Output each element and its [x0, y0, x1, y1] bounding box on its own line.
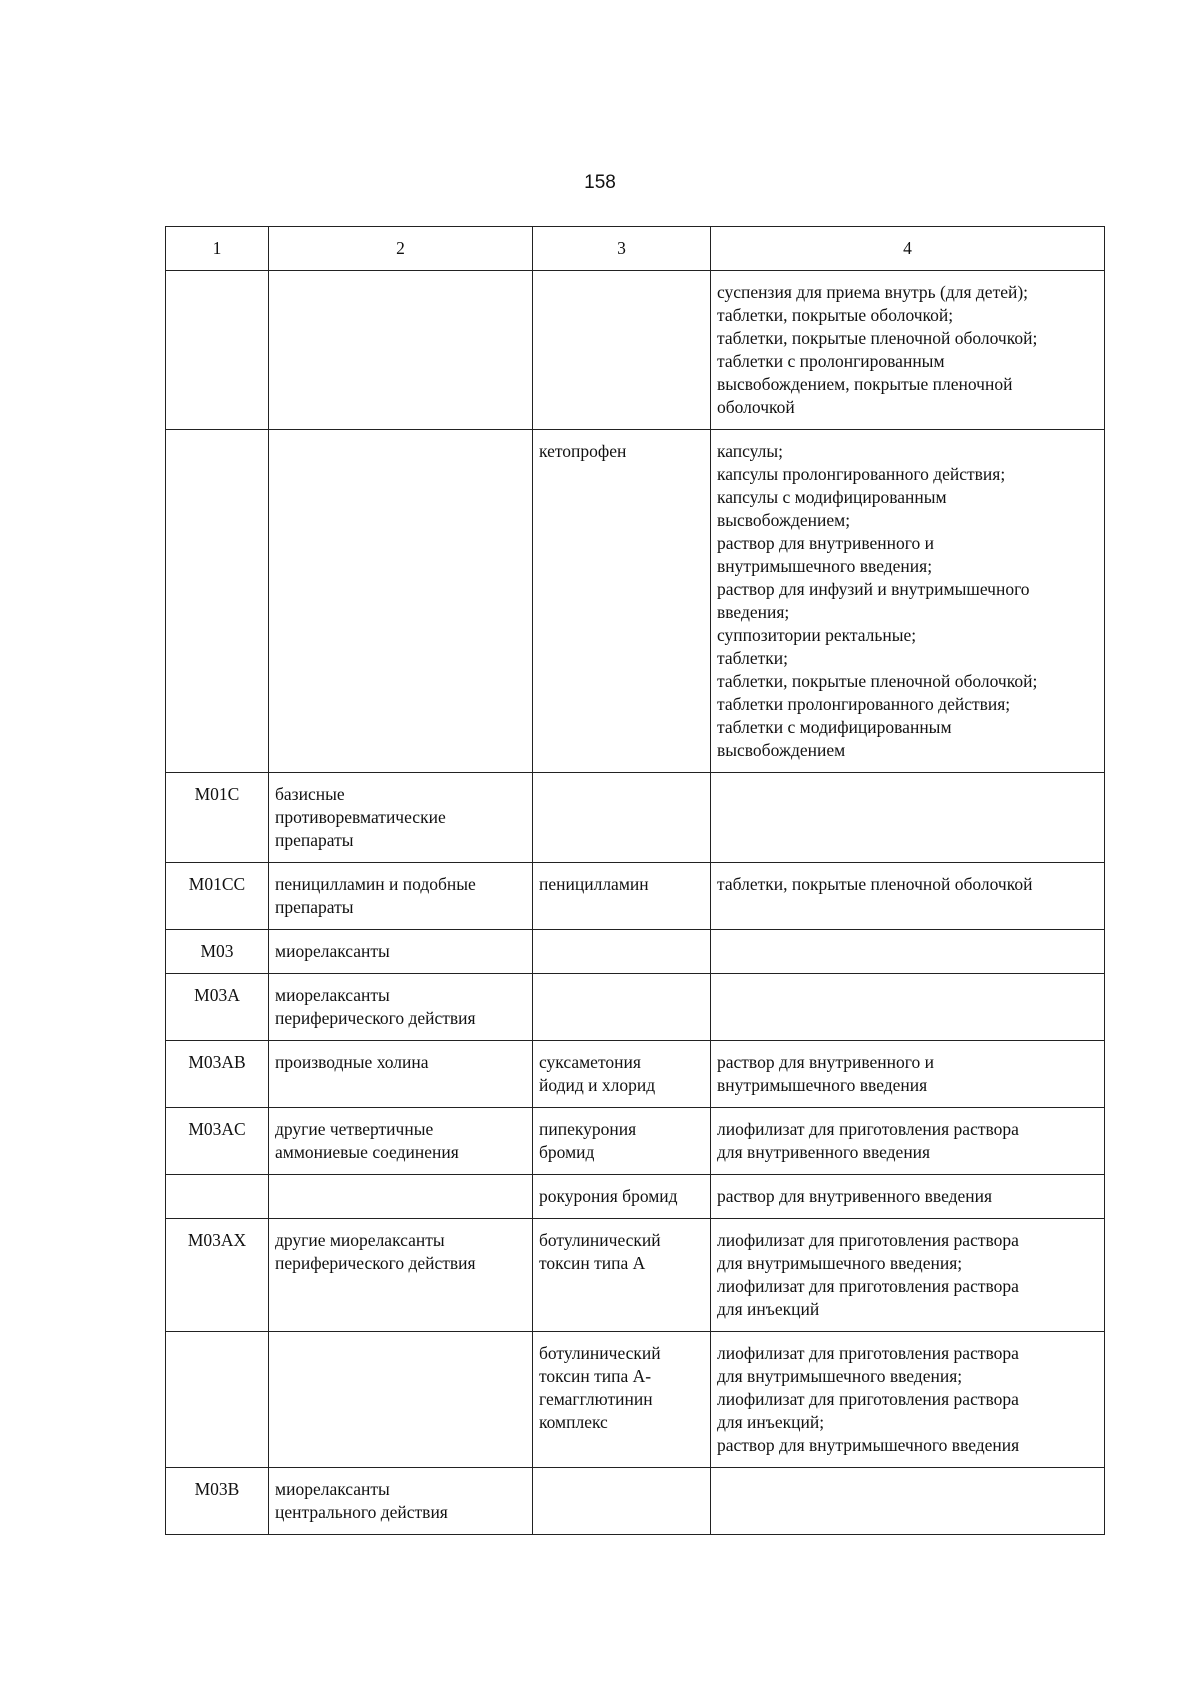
- drug-name-cell: [533, 271, 711, 430]
- dosage-forms-line: для внутримышечного введения;: [717, 1253, 963, 1273]
- group-name-line: противоревматические: [275, 807, 446, 827]
- dosage-forms-line: раствор для внутримышечного введения: [717, 1435, 1020, 1455]
- dosage-forms-cell: [711, 1041, 1105, 1108]
- table-row: [166, 1332, 1105, 1468]
- atc-code-cell: M03AX: [166, 1219, 269, 1332]
- table-row: [166, 930, 1105, 974]
- group-name-line: центрального действия: [275, 1502, 448, 1522]
- dosage-forms-line: капсулы с модифицированным: [717, 487, 947, 507]
- table-row: [166, 1108, 1105, 1175]
- dosage-forms-line: лиофилизат для приготовления раствора: [717, 1276, 1019, 1296]
- drug-name-line: пипекурония: [539, 1119, 637, 1139]
- drug-name-line: пеницилламин: [539, 874, 649, 894]
- group-name-cell: [269, 1108, 533, 1175]
- drug-name-cell: [533, 1041, 711, 1108]
- group-name-line: аммониевые соединения: [275, 1142, 459, 1162]
- dosage-forms-cell: [711, 1468, 1105, 1535]
- dosage-forms-line: таблетки пролонгированного действия;: [717, 694, 1011, 714]
- group-name-line: производные холина: [275, 1052, 429, 1072]
- atc-code-cell: M03B: [166, 1468, 269, 1535]
- dosage-forms-line: таблетки;: [717, 648, 788, 668]
- drug-name-line: токсин типа А-: [539, 1366, 652, 1386]
- dosage-forms-line: высвобождением;: [717, 510, 851, 530]
- drug-name-line: суксаметония: [539, 1052, 641, 1072]
- header-col-2: 2: [269, 227, 533, 271]
- dosage-forms-line: раствор для внутривенного и: [717, 1052, 935, 1072]
- group-name-cell: [269, 930, 533, 974]
- drug-name-cell: [533, 930, 711, 974]
- dosage-forms-line: таблетки с модифицированным: [717, 717, 952, 737]
- dosage-forms-cell: [711, 974, 1105, 1041]
- page-number: 158: [584, 172, 616, 193]
- dosage-forms-cell: [711, 1175, 1105, 1219]
- dosage-forms-line: внутримышечного введения: [717, 1075, 928, 1095]
- table-row: [166, 863, 1105, 930]
- dosage-forms-line: для внутривенного введения: [717, 1142, 931, 1162]
- dosage-forms-line: таблетки с пролонгированным: [717, 351, 945, 371]
- atc-code-cell: M01CC: [166, 863, 269, 930]
- drug-name-cell: [533, 773, 711, 863]
- atc-code-cell: M03: [166, 930, 269, 974]
- group-name-cell: [269, 1468, 533, 1535]
- group-name-cell: [269, 1175, 533, 1219]
- atc-code-cell: M03A: [166, 974, 269, 1041]
- dosage-forms-line: оболочкой: [717, 397, 795, 417]
- group-name-cell: [269, 974, 533, 1041]
- header-col-4: 4: [711, 227, 1105, 271]
- table-row: [166, 430, 1105, 773]
- dosage-forms-line: таблетки, покрытые оболочкой;: [717, 305, 954, 325]
- drug-name-cell: [533, 974, 711, 1041]
- table-row: [166, 271, 1105, 430]
- group-name-line: миорелаксанты: [275, 941, 390, 961]
- atc-code-cell: [166, 271, 269, 430]
- table-header-row: [166, 227, 1105, 271]
- group-name-line: периферического действия: [275, 1008, 476, 1028]
- drug-name-line: рокурония бромид: [539, 1186, 678, 1206]
- dosage-forms-cell: [711, 430, 1105, 773]
- dosage-forms-line: лиофилизат для приготовления раствора: [717, 1343, 1019, 1363]
- drug-name-cell: [533, 1175, 711, 1219]
- table-row: [166, 974, 1105, 1041]
- dosage-forms-line: таблетки, покрытые пленочной оболочкой: [717, 874, 1033, 894]
- table-row: [166, 1219, 1105, 1332]
- group-name-cell: [269, 1041, 533, 1108]
- group-name-line: пеницилламин и подобные: [275, 874, 476, 894]
- drug-name-cell: [533, 863, 711, 930]
- group-name-line: другие миорелаксанты: [275, 1230, 445, 1250]
- dosage-forms-line: капсулы пролонгированного действия;: [717, 464, 1006, 484]
- atc-code-cell: [166, 430, 269, 773]
- group-name-cell: [269, 863, 533, 930]
- group-name-line: миорелаксанты: [275, 985, 390, 1005]
- dosage-forms-cell: [711, 271, 1105, 430]
- header-col-1: 1: [166, 227, 269, 271]
- table-row: [166, 1468, 1105, 1535]
- drug-name-line: гемагглютинин: [539, 1389, 653, 1409]
- drug-name-line: кетопрофен: [539, 441, 627, 461]
- group-name-line: базисные: [275, 784, 345, 804]
- table-row: [166, 1175, 1105, 1219]
- drug-name-cell: [533, 1108, 711, 1175]
- dosage-forms-line: лиофилизат для приготовления раствора: [717, 1230, 1019, 1250]
- dosage-forms-line: суппозитории ректальные;: [717, 625, 917, 645]
- drug-name-cell: [533, 430, 711, 773]
- dosage-forms-line: лиофилизат для приготовления раствора: [717, 1389, 1019, 1409]
- drug-name-cell: [533, 1219, 711, 1332]
- group-name-cell: [269, 1219, 533, 1332]
- dosage-forms-line: раствор для внутривенного и: [717, 533, 935, 553]
- dosage-forms-cell: [711, 1332, 1105, 1468]
- dosage-forms-cell: [711, 863, 1105, 930]
- dosage-forms-line: внутримышечного введения;: [717, 556, 933, 576]
- table-row: [166, 1041, 1105, 1108]
- dosage-forms-cell: [711, 930, 1105, 974]
- group-name-cell: [269, 1332, 533, 1468]
- dosage-forms-line: раствор для внутривенного введения: [717, 1186, 993, 1206]
- group-name-cell: [269, 271, 533, 430]
- dosage-forms-line: суспензия для приема внутрь (для детей);: [717, 282, 1029, 302]
- atc-code-cell: M03AC: [166, 1108, 269, 1175]
- dosage-forms-cell: [711, 773, 1105, 863]
- group-name-line: миорелаксанты: [275, 1479, 390, 1499]
- dosage-forms-line: высвобождением: [717, 740, 846, 760]
- drug-table: [165, 226, 1105, 1535]
- header-col-3: 3: [533, 227, 711, 271]
- drug-name-line: бромид: [539, 1142, 595, 1162]
- dosage-forms-line: для инъекций;: [717, 1412, 825, 1432]
- dosage-forms-line: для инъекций: [717, 1299, 820, 1319]
- dosage-forms-cell: [711, 1219, 1105, 1332]
- dosage-forms-line: лиофилизат для приготовления раствора: [717, 1119, 1019, 1139]
- group-name-line: периферического действия: [275, 1253, 476, 1273]
- atc-code-cell: M01C: [166, 773, 269, 863]
- table-row: [166, 773, 1105, 863]
- drug-name-line: комплекс: [539, 1412, 608, 1432]
- group-name-line: препараты: [275, 830, 354, 850]
- group-name-line: другие четвертичные: [275, 1119, 434, 1139]
- group-name-cell: [269, 773, 533, 863]
- dosage-forms-line: таблетки, покрытые пленочной оболочкой;: [717, 328, 1038, 348]
- drug-name-line: ботулинический: [539, 1343, 661, 1363]
- dosage-forms-line: введения;: [717, 602, 790, 622]
- dosage-forms-cell: [711, 1108, 1105, 1175]
- group-name-cell: [269, 430, 533, 773]
- dosage-forms-line: для внутримышечного введения;: [717, 1366, 963, 1386]
- group-name-line: препараты: [275, 897, 354, 917]
- dosage-forms-line: раствор для инфузий и внутримышечного: [717, 579, 1030, 599]
- atc-code-cell: [166, 1332, 269, 1468]
- drug-name-cell: [533, 1468, 711, 1535]
- atc-code-cell: M03AB: [166, 1041, 269, 1108]
- dosage-forms-line: таблетки, покрытые пленочной оболочкой;: [717, 671, 1038, 691]
- drug-name-line: токсин типа А: [539, 1253, 646, 1273]
- dosage-forms-line: высвобождением, покрытые пленочной: [717, 374, 1013, 394]
- atc-code-cell: [166, 1175, 269, 1219]
- drug-name-cell: [533, 1332, 711, 1468]
- dosage-forms-line: капсулы;: [717, 441, 784, 461]
- drug-name-line: йодид и хлорид: [539, 1075, 656, 1095]
- table-body: [166, 271, 1105, 1535]
- drug-name-line: ботулинический: [539, 1230, 661, 1250]
